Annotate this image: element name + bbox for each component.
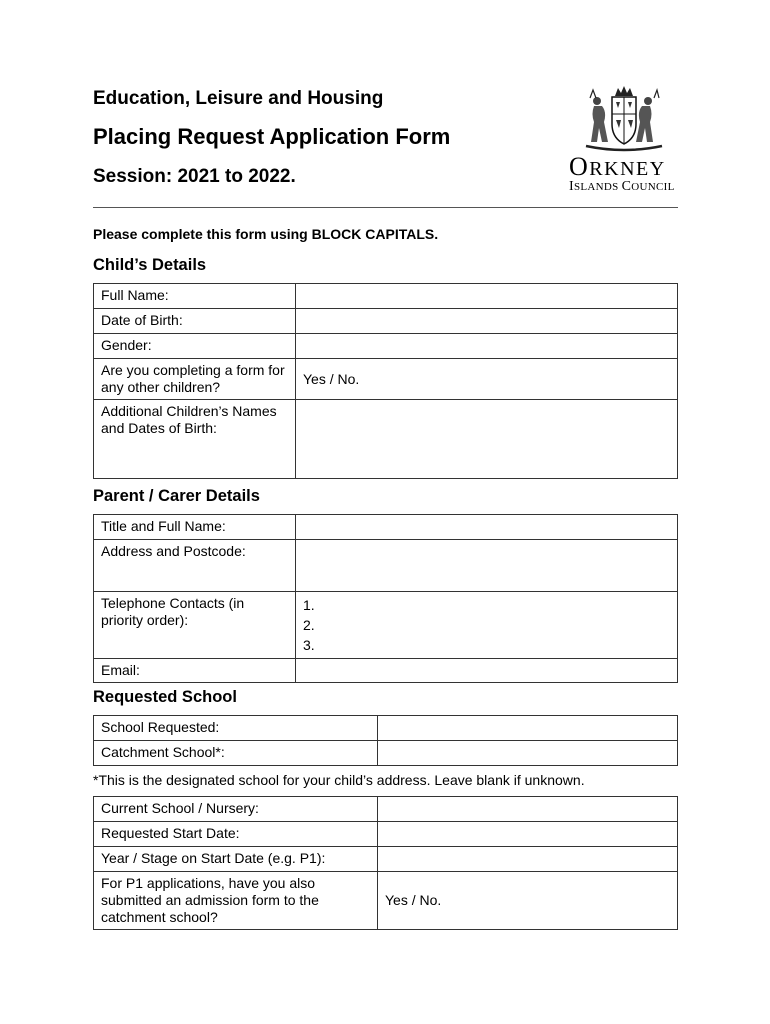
- email-field[interactable]: [296, 659, 678, 683]
- requested-school-heading: Requested School: [93, 688, 237, 706]
- logo-islands-council-text: ISLANDS COUNCIL: [569, 179, 675, 194]
- phone-1: 1.: [303, 597, 315, 613]
- gender-field[interactable]: [296, 334, 678, 359]
- catchment-school-label: Catchment School*:: [94, 741, 378, 766]
- header-divider: [93, 207, 678, 208]
- catchment-note: *This is the designated school for your child’s address. Leave blank if unknown.: [93, 772, 585, 788]
- additional-children-field[interactable]: [296, 400, 678, 479]
- title-name-label: Title and Full Name:: [94, 515, 296, 540]
- telephone-field[interactable]: [296, 592, 678, 659]
- p1-question-label: For P1 applications, have you also submitted an admission form to the catchment school?: [94, 872, 378, 930]
- department-name: Education, Leisure and Housing: [93, 88, 384, 109]
- school-details-table: [93, 796, 678, 930]
- session-label: Session: 2021 to 2022.: [93, 166, 296, 187]
- address-label: Address and Postcode:: [94, 540, 296, 592]
- address-field[interactable]: [296, 540, 678, 592]
- logo-orkney-text: ORKNEY: [569, 152, 666, 181]
- instruction-text: Please complete this form using BLOCK CAPITALS.: [93, 226, 439, 242]
- start-date-label: Requested Start Date:: [94, 822, 378, 847]
- date-of-birth-field[interactable]: [296, 309, 678, 334]
- childs-details-table: [93, 283, 678, 479]
- form-title: Placing Request Application Form: [93, 124, 451, 149]
- requested-school-table: [93, 715, 678, 766]
- full-name-label: Full Name:: [94, 284, 296, 309]
- telephone-label: Telephone Contacts (in priority order):: [94, 592, 296, 659]
- childs-details-heading: Child’s Details: [93, 256, 207, 274]
- catchment-school-field[interactable]: [378, 741, 678, 766]
- council-crest-logo: [582, 84, 666, 154]
- year-stage-field[interactable]: [378, 847, 678, 872]
- p1-answer[interactable]: Yes / No.: [378, 872, 678, 930]
- parent-details-heading: Parent / Carer Details: [93, 487, 260, 505]
- other-children-label: Are you completing a form for any other children?: [94, 359, 296, 400]
- start-date-field[interactable]: [378, 822, 678, 847]
- other-children-answer[interactable]: Yes / No.: [296, 359, 678, 400]
- phone-2: 2.: [303, 617, 315, 633]
- school-requested-field[interactable]: [378, 716, 678, 741]
- date-of-birth-label: Date of Birth:: [94, 309, 296, 334]
- school-requested-label: School Requested:: [94, 716, 378, 741]
- parent-details-table: [93, 514, 678, 683]
- title-name-field[interactable]: [296, 515, 678, 540]
- phone-3: 3.: [303, 637, 315, 653]
- gender-label: Gender:: [94, 334, 296, 359]
- email-label: Email:: [94, 659, 296, 683]
- current-school-field[interactable]: [378, 797, 678, 822]
- full-name-field[interactable]: [296, 284, 678, 309]
- year-stage-label: Year / Stage on Start Date (e.g. P1):: [94, 847, 378, 872]
- current-school-label: Current School / Nursery:: [94, 797, 378, 822]
- additional-children-label: Additional Children’s Names and Dates of Birth:: [94, 400, 296, 479]
